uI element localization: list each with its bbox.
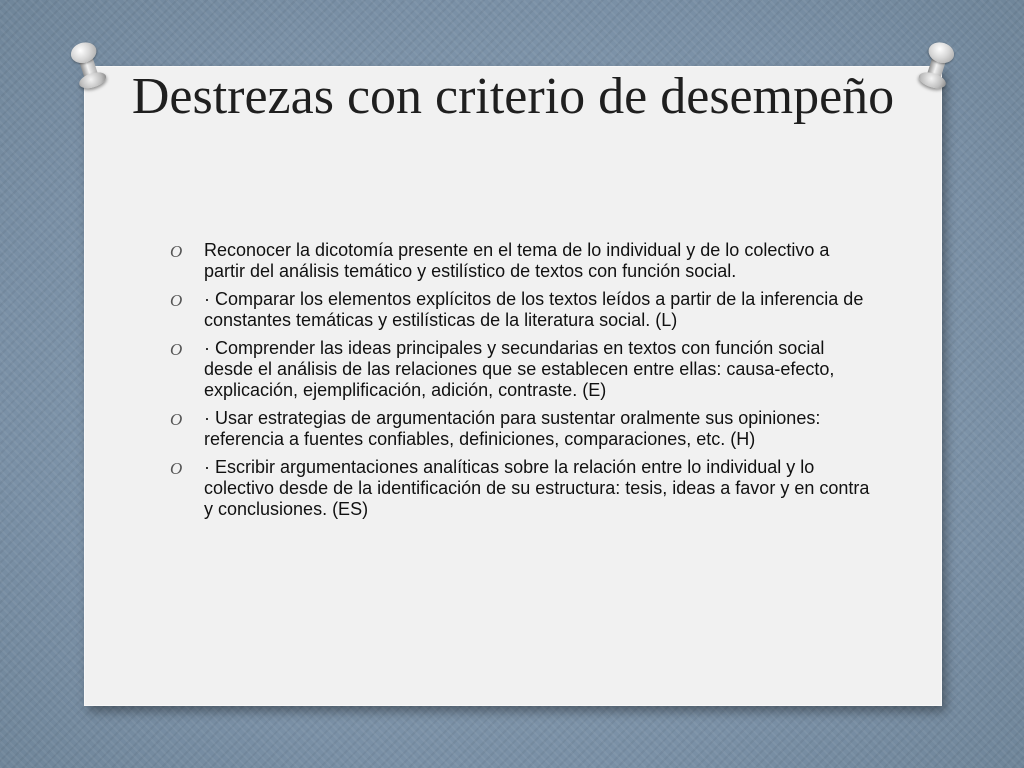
pushpin-icon (66, 39, 109, 94)
list-item (170, 240, 870, 282)
bullet-marker-icon: O (170, 340, 183, 359)
bullet-text: · Usar estrategias de argumentación para sustentar oralmente sus opiniones: referencia a fuentes confiables, definiciones, comparaciones, etc. (H) (204, 408, 821, 449)
slide-title: Destrezas con criterio de desempeño (131, 68, 895, 125)
bullet-text: Reconocer la dicotomía presente en el tema de lo individual y de lo colectivo a partir del análisis temático y estilístico de textos con función social. (204, 240, 830, 281)
list-item (170, 457, 870, 520)
bullet-marker-icon: O (170, 410, 183, 429)
pushpin-icon (915, 39, 958, 94)
bullet-text: · Comparar los elementos explícitos de los textos leídos a partir de la inferencia de constantes temáticas y estilísticas de la literatura social. (L) (204, 289, 864, 330)
list-item (170, 408, 870, 450)
bullet-list (170, 240, 870, 527)
bullet-marker-icon: O (170, 291, 183, 310)
bullet-text: · Comprender las ideas principales y secundarias en textos con función social desde el análisis de las relaciones que se establecen entre ellas: causa-efecto, explicación, ejemplificación, adición, contraste. (E) (204, 338, 835, 400)
list-item (170, 338, 870, 401)
list-item (170, 289, 870, 331)
bullet-marker-icon: O (170, 242, 183, 261)
bullet-text: · Escribir argumentaciones analíticas sobre la relación entre lo individual y lo colectivo desde de la identificación de su estructura: tesis, ideas a favor y en contra y conclusiones. (ES) (204, 457, 870, 519)
bullet-marker-icon: O (170, 459, 183, 478)
